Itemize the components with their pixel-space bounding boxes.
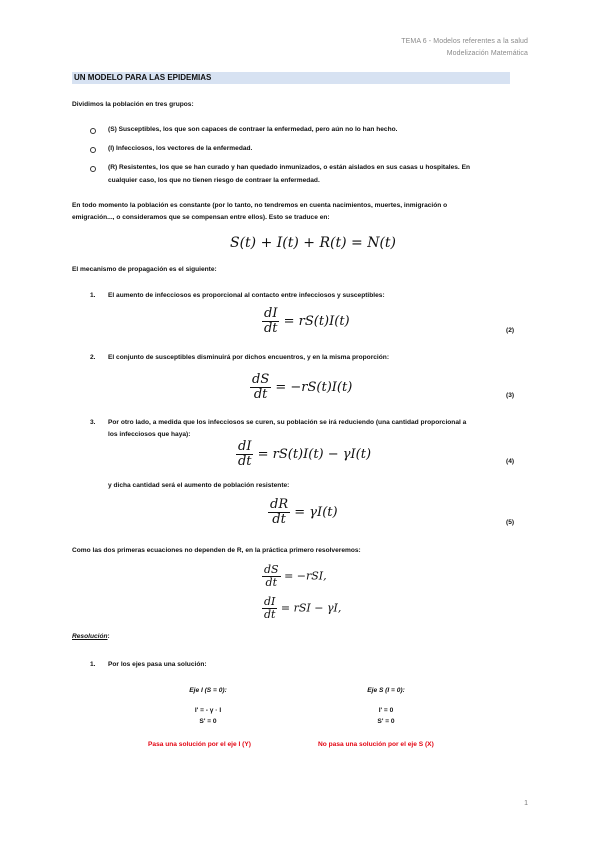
item-number: 1. xyxy=(90,292,96,299)
constant-text-2: emigración..., o consideramos que se compensan entre ellos). Esto se traduce en: xyxy=(72,214,330,221)
item-1-text: El aumento de infecciosos es proporcional al contacto entre infecciosos y susceptibles: xyxy=(108,292,385,299)
equation-2 xyxy=(262,307,350,336)
equation-4 xyxy=(236,440,371,469)
resolution-item-text: Por los ejes pasa una solución: xyxy=(108,661,207,668)
bullet-resistentes: (R) Resistentes, los que se han curado y han quedado inmunizados, o están aislados en sus casas u hospitales. En xyxy=(108,164,471,171)
sys2-numerator: dI xyxy=(264,595,276,608)
bullet-resistentes-cont: cualquier caso, los que no tienen riesgo de contraer la enfermedad. xyxy=(108,177,320,184)
page-number: 1 xyxy=(524,800,528,807)
first-two-text: Como las dos primeras ecuaciones no dependen de R, en la práctica primero resolveremos: xyxy=(72,547,361,554)
axis-i-eq2: S' = 0 xyxy=(199,718,217,725)
bullet-infecciosos: (I) Infecciosos, los vectores de la enfermedad. xyxy=(108,145,253,152)
eq2-denominator: dt xyxy=(263,321,278,336)
bullet-marker xyxy=(90,128,96,134)
sys1-denominator: dt xyxy=(265,576,278,589)
header-course: Modelización Matemática xyxy=(446,50,528,57)
resolution-colon: : xyxy=(107,633,110,640)
resolution-heading xyxy=(72,631,110,643)
section-title-bar xyxy=(72,72,510,84)
axis-s-eq1: I' = 0 xyxy=(378,707,394,714)
eq4-rhs: = rS(t)I(t) − γI(t) xyxy=(257,447,372,462)
sys2-rhs: = rSI − γI, xyxy=(280,601,342,615)
item-3-text-1: Por otro lado, a medida que los infecciosos se curen, su población se irá reduciendo (una cantidad proporcional a xyxy=(108,419,467,426)
section-title: UN MODELO PARA LAS EPIDEMIAS xyxy=(74,73,212,82)
equation-3 xyxy=(250,373,352,402)
axis-s-verdict: No pasa una solución por el eje S (X) xyxy=(318,741,434,748)
eq2-rhs: = rS(t)I(t) xyxy=(283,314,350,329)
resolution-label: Resolución xyxy=(72,633,108,640)
item-number: 3. xyxy=(90,419,96,426)
eq5-denominator: dt xyxy=(272,512,286,527)
bullet-susceptibles: (S) Susceptibles, los que son capaces de contraer la enfermedad, pero aún no lo han hecho. xyxy=(108,126,398,133)
eq2-numerator: dI xyxy=(264,306,278,321)
bullet-marker xyxy=(90,147,96,153)
header-topic: TEMA 6 - Modelos referentes a la salud xyxy=(401,38,528,45)
item-2-text: El conjunto de susceptibles disminuirá por dichos encuentros, y en la misma proporción: xyxy=(108,354,390,361)
axis-i-eq1: I' = - γ · I xyxy=(194,707,222,714)
item-number: 1. xyxy=(90,661,96,668)
axis-s-eq2: S' = 0 xyxy=(377,718,395,725)
sys1-rhs: = −rSI, xyxy=(284,569,327,583)
eq5-numerator: dR xyxy=(270,497,289,512)
eq4-numerator: dI xyxy=(238,439,252,454)
eq4-denominator: dt xyxy=(237,454,252,469)
resistant-text: y dicha cantidad será el aumento de población resistente: xyxy=(108,482,290,489)
equation-label-2: (2) xyxy=(506,327,515,334)
sys2-denominator: dt xyxy=(263,608,276,621)
equation-label-5: (5) xyxy=(506,519,515,526)
eq3-numerator: dS xyxy=(252,372,270,387)
axis-s-title: Eje S (I = 0): xyxy=(367,687,405,694)
equation-5 xyxy=(268,498,338,527)
axis-i-verdict: Pasa una solución por el eje I (Y) xyxy=(148,741,251,748)
eq5-rhs: = γI(t) xyxy=(294,505,338,520)
constant-text-1: En todo momento la población es constante (por lo tanto, no tendremos en cuenta nacimientos, muertes, inmigración o xyxy=(72,202,448,209)
equation-label-4: (4) xyxy=(506,458,515,465)
item-3-text-2: los infecciosos que haya): xyxy=(108,431,191,438)
equation-label-3: (3) xyxy=(506,392,515,399)
main-equation: S(t) + I(t) + R(t) = N(t) xyxy=(230,235,397,251)
eq3-rhs: = −rS(t)I(t) xyxy=(275,380,353,395)
axis-i-title: Eje I (S = 0): xyxy=(189,687,227,694)
system-eq-1 xyxy=(262,564,327,589)
bullet-marker xyxy=(90,166,96,172)
intro-text: Dividimos la población en tres grupos: xyxy=(72,101,194,108)
mechanism-text: El mecanismo de propagación es el siguiente: xyxy=(72,266,217,273)
eq3-denominator: dt xyxy=(253,387,268,402)
system-eq-2 xyxy=(262,596,341,621)
sys1-numerator: dS xyxy=(264,563,279,576)
item-number: 2. xyxy=(90,354,96,361)
